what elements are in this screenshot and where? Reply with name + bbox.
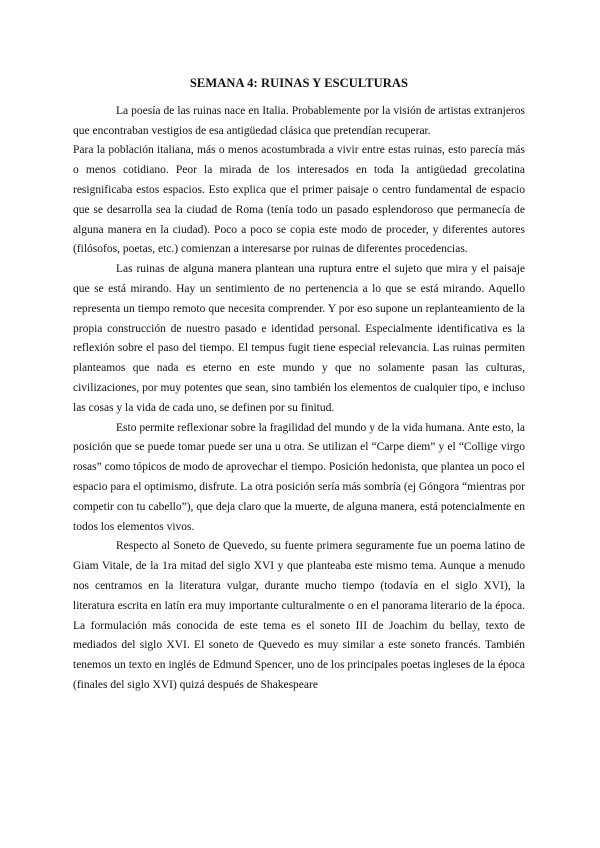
paragraph-4: Esto permite reflexionar sobre la fragilidad del mundo y de la vida humana. Ante esto, la posición que se puede tomar puede ser una u otra. Se utilizan el “Carpe diem” y el “Collige virgo rosas” como tópicos de modo de aprovechar el tiempo. Posición hedonista, que plantea un poco el espacio para el optimismo, disfrute. La otra posición sería más sombría (ej Góngora “mientras por competir con tu cabello”), que deja claro que la muerte, de alguna manera, está potencialmente en todos los elementos vivos. xyxy=(73,421,525,533)
paragraph-3: Las ruinas de alguna manera plantean una ruptura entre el sujeto que mira y el paisaje que se está mirando. Hay un sentimiento de no pertenencia a lo que se está mirando. Aquello representa un tiempo remoto que necesita comprender. Y por eso supone un replanteamiento de la propia construcción de nuestro pasado e identidad personal. Especialmente identificativa es la reflexión sobre el paso del tiempo. El tempus fugit tiene especial relevancia. Las ruinas permiten planteamos que nada es eterno en este mundo y que no solamente pasan las culturas, civilizaciones, por muy potentes que sean, sino también los elementos de cualquier tipo, e incluso las cosas y la vida de cada uno, se definen por su finitud. xyxy=(73,263,525,414)
paragraph-1: La poesía de las ruinas nace en Italia. Probablemente por la visión de artistas extranjeros que encontraban vestigios de esa antigüedad clásica que pretendían recuperar. xyxy=(73,104,525,137)
document-title: SEMANA 4: RUINAS Y ESCULTURAS xyxy=(189,76,409,90)
paragraph-2: Para la población italiana, más o menos acostumbrada a vivir entre estas ruinas, esto parecía más o menos cotidiano. Peor la mirada de los interesados en toda la antigüedad grecolatina resignificaba estos espacios. Esto explica que el primer paisaje o centro fundamental de espacio que se desarrolla sea la ciudad de Roma (tenía todo un pasado esplendoroso que permanecía de alguna manera en la ciudad). Poco a poco se copia este modo de proceder, y diferentes autores (filósofos, poetas, etc.) comienzan a interesarse por ruinas de diferentes procedencias. xyxy=(73,144,525,256)
paragraph-5: Respecto al Soneto de Quevedo, su fuente primera seguramente fue un poema latino de Giam Vitale, de la 1ra mitad del siglo XVI y que planteaba este mismo tema. Aunque a menudo nos centramos en la literatura vulgar, durante mucho tiempo (todavía en el siglo XVI), la literatura escrita en latín era muy importante culturalmente o en el panorama literario de la época. La formulación más conocida de este tema es el soneto III de Joachim du bellay, texto de mediados del siglo XVI. El soneto de Quevedo es muy similar a este soneto francés. También tenemos un texto en inglés de Edmund Spencer, uno de los principales poetas ingleses de la época (finales del siglo XVI) quizá después de Shakespeare xyxy=(73,540,525,691)
document-body xyxy=(73,74,525,696)
